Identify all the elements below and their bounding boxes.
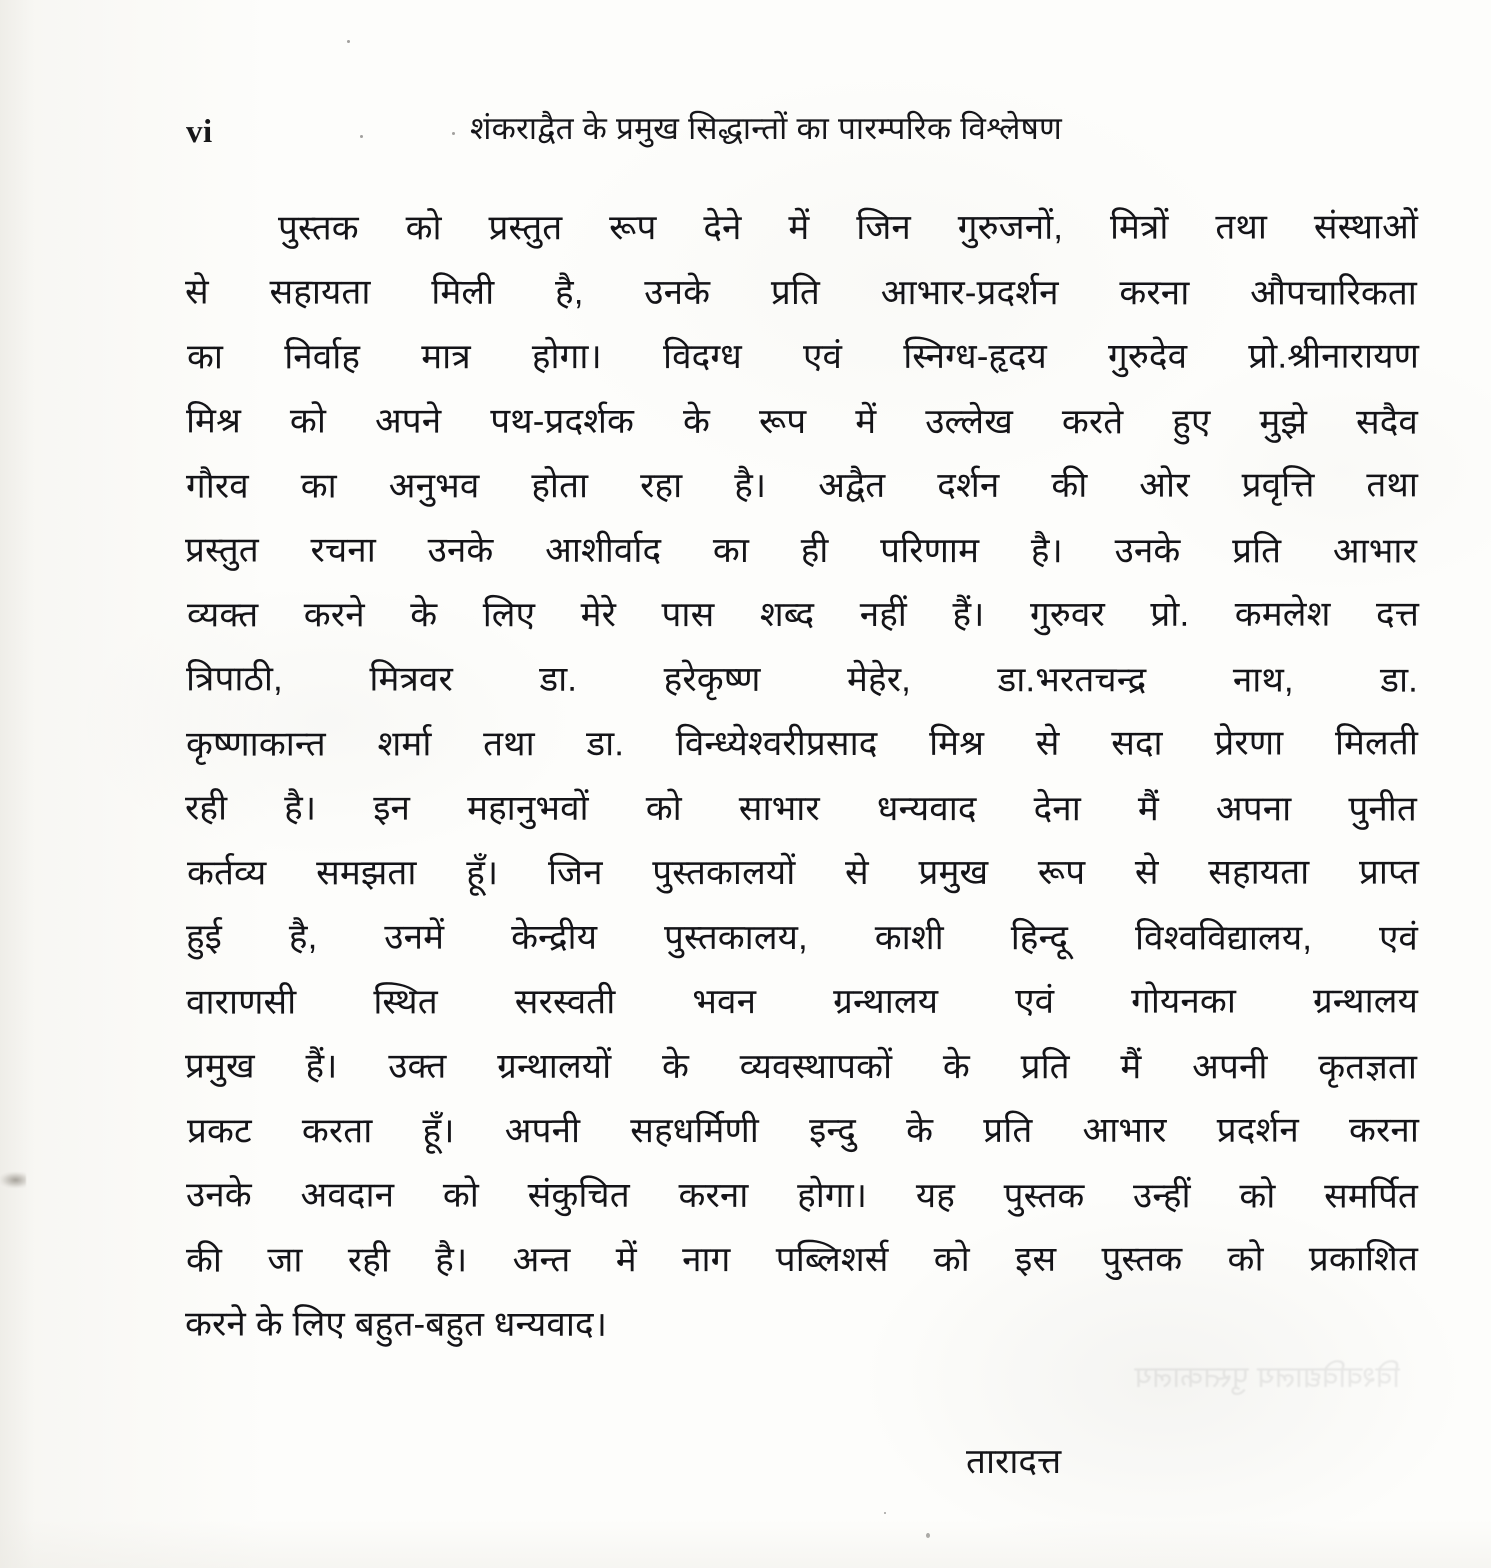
- page-left-edge-shading: [0, 0, 34, 1568]
- body-line: प्रकट करता हूँ। अपनी सहधर्मिणी इन्दु के प्रति आभार प्रदर्शन करना: [186, 1110, 1420, 1151]
- body-line: रही है। इन महानुभवों को साभार धन्यवाद देना मैं अपना पुनीत: [184, 787, 1418, 829]
- running-head-title: शंकराद्वैत के प्रमुख सिद्धान्तों का पारम्परिक विश्लेषण: [470, 110, 1062, 146]
- scan-speck: [360, 135, 363, 138]
- body-line: का निर्वाह मात्र होगा। विदग्ध एवं स्निग्ध-हृदय गुरुदेव प्रो.श्रीनारायण: [186, 336, 1420, 377]
- page-header: [0, 108, 1491, 168]
- body-line: उनके अवदान को संकुचित करना होगा। यह पुस्तक उन्हीं को समर्पित: [185, 1174, 1419, 1216]
- page-bottom-edge-shading: [0, 1520, 1491, 1568]
- body-line: प्रमुख हैं। उक्त ग्रन्थालयों के व्यवस्थापकों के प्रति मैं अपनी कृतज्ञता: [184, 1045, 1418, 1087]
- body-line: की जा रही है। अन्त में नाग पब्लिशर्स को इस पुस्तक को प्रकाशित: [185, 1239, 1419, 1280]
- body-line: त्रिपाठी, मित्रवर डा. हरेकृष्ण मेहेर, डा.भरतचन्द्र नाथ, डा.: [185, 658, 1419, 700]
- body-line: वाराणसी स्थित सरस्वती भवन ग्रन्थालय एवं गोयनका ग्रन्थालय: [185, 981, 1419, 1022]
- body-paragraph: [186, 196, 1418, 1357]
- body-line: व्यक्त करने के लिए मेरे पास शब्द नहीं हैं। गुरुवर प्रो. कमलेश दत्त: [186, 594, 1420, 635]
- body-line: कर्तव्य समझता हूँ। जिन पुस्तकालयों से प्रमुख रूप से सहायता प्राप्त: [186, 852, 1420, 893]
- page-smudge: [0, 1172, 26, 1188]
- body-line: पुस्तक को प्रस्तुत रूप देने में जिन गुरुजनों, मित्रों तथा संस्थाओं: [277, 207, 1419, 248]
- body-line: गौरव का अनुभव होता रहा है। अद्वैत दर्शन की ओर प्रवृत्ति तथा: [185, 465, 1419, 506]
- scan-speck: [884, 1512, 886, 1514]
- scan-speck: [347, 40, 350, 43]
- body-line: हुई है, उनमें केन्द्रीय पुस्तकालय, काशी हिन्दू विश्वविद्यालय, एवं: [185, 916, 1419, 958]
- scan-speck: [926, 1533, 930, 1538]
- scan-speck: [452, 132, 455, 135]
- page-number: vi: [186, 114, 213, 150]
- ink-bleed-through: विश्वविद्यालय पुस्तकालय: [1134, 1361, 1400, 1394]
- body-line: से सहायता मिली है, उनके प्रति आभार-प्रदर्शन करना औपचारिकता: [184, 271, 1418, 313]
- body-line: मिश्र को अपने पथ-प्रदर्शक के रूप में उल्लेख करते हुए मुझे सदैव: [185, 400, 1419, 442]
- body-line: प्रस्तुत रचना उनके आशीर्वाद का ही परिणाम है। उनके प्रति आभार: [184, 529, 1418, 571]
- author-signature: तारादत्त: [966, 1442, 1062, 1481]
- body-line: कृष्णाकान्त शर्मा तथा डा. विन्ध्येश्वरीप्रसाद मिश्र से सदा प्रेरणा मिलती: [185, 723, 1419, 764]
- body-line: करने के लिए बहुत-बहुत धन्यवाद।: [184, 1303, 608, 1344]
